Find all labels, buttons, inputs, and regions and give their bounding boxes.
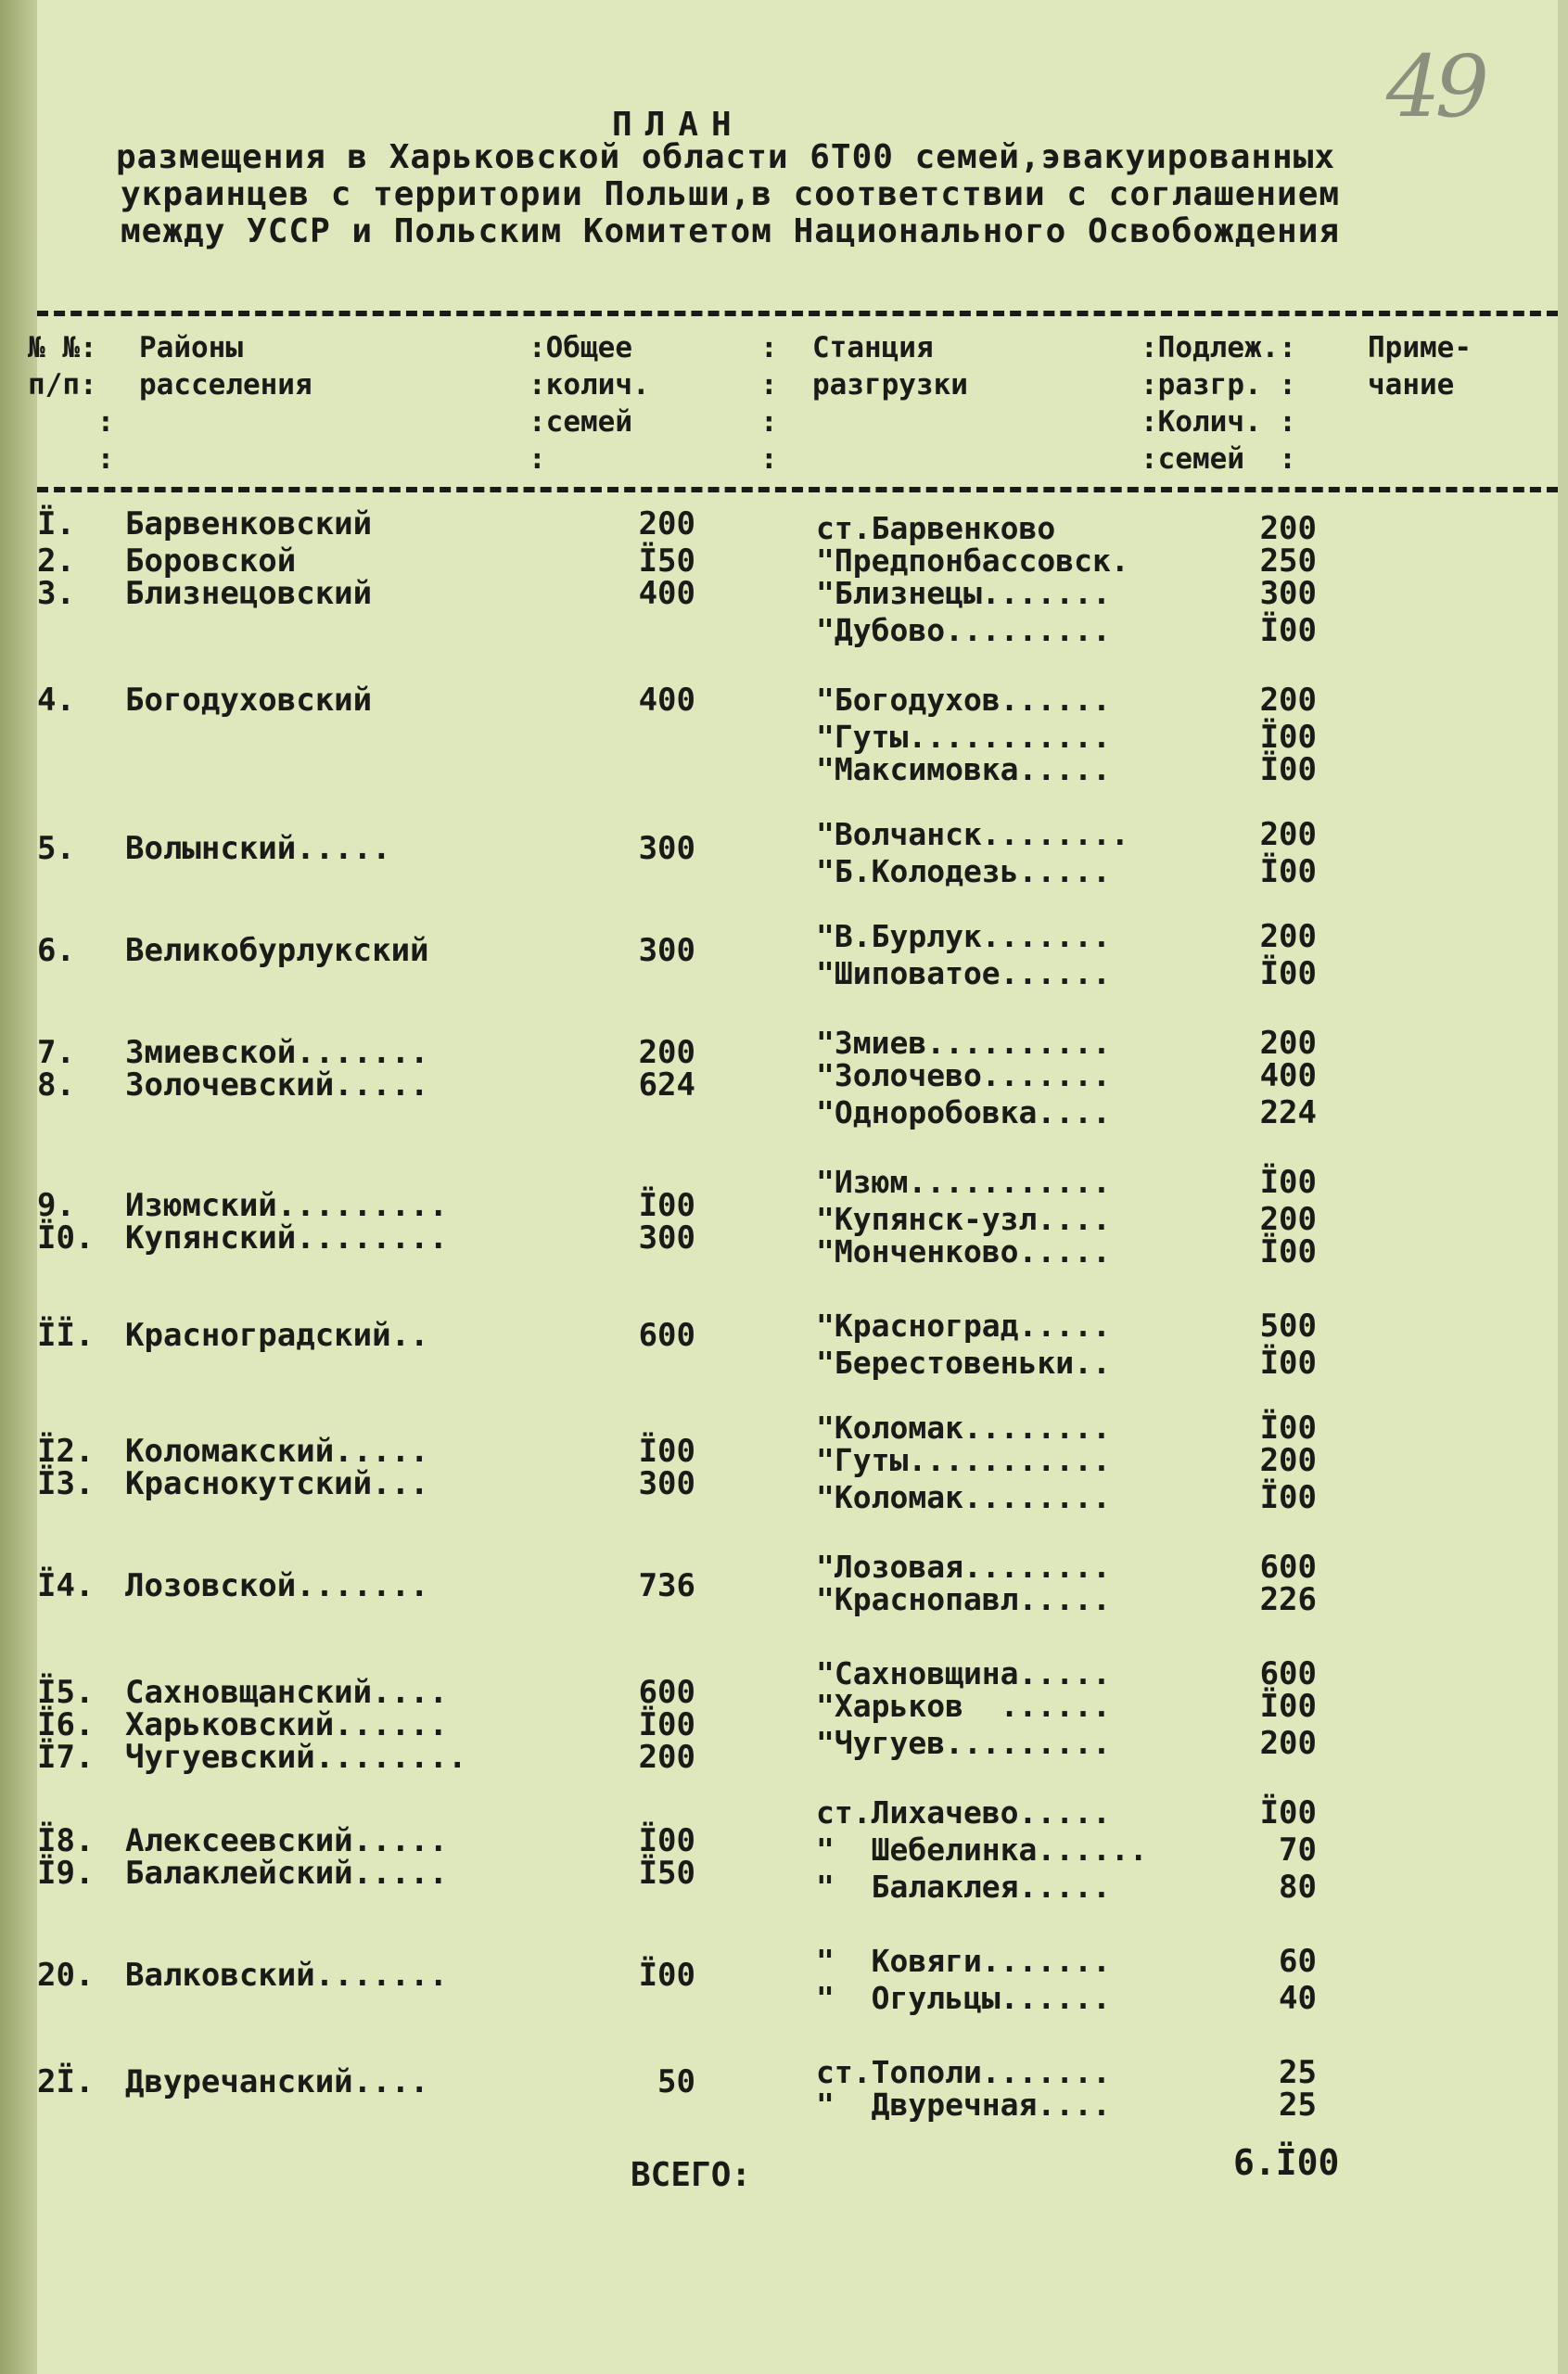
district-name: Близнецовский: [125, 575, 373, 612]
district-total: 736: [638, 1567, 695, 1604]
station-qty: 224: [1259, 1094, 1317, 1131]
total-value: 6.Ї00: [1233, 2142, 1340, 2183]
station-name: "Монченково.....: [816, 1233, 1111, 1270]
station-name: "Максимовка.....: [816, 751, 1111, 787]
district-total: 400: [638, 682, 695, 719]
station-qty: Ї00: [1259, 612, 1317, 649]
station-name: " Огульцы......: [816, 1980, 1111, 2016]
station-name: " Двуречная....: [816, 2087, 1111, 2123]
station-name: "Шиповатое......: [816, 955, 1111, 991]
row-number: 2.: [37, 542, 75, 580]
row-number: Ї2.: [37, 1433, 95, 1470]
station-qty: Ї00: [1259, 1794, 1317, 1832]
station-name: "Одноробовка....: [816, 1094, 1111, 1130]
station-qty: 60: [1279, 1943, 1317, 1980]
row-number: Ї3.: [37, 1465, 95, 1502]
station-name: "Б.Колодезь.....: [816, 853, 1111, 889]
station-name: "Красноград.....: [816, 1308, 1111, 1344]
district-total: 50: [657, 2063, 695, 2100]
column-header-district: Районы расселения: [139, 331, 312, 402]
table-header-rule: [37, 487, 1558, 492]
station-name: "Богодухов......: [816, 682, 1111, 718]
district-name: Золочевский.....: [125, 1066, 429, 1104]
district-name: Лозовской.......: [125, 1567, 429, 1604]
row-number: Ї.: [37, 505, 75, 542]
row-number: 20.: [37, 1957, 95, 1994]
district-name: Купянский........: [125, 1219, 448, 1257]
district-total: 200: [638, 505, 695, 542]
district-name: Двуречанский....: [125, 2063, 429, 2100]
district-total: 300: [638, 1219, 695, 1257]
district-total: Ї00: [638, 1706, 695, 1743]
station-name: "Гуты...........: [816, 719, 1111, 755]
station-name: ст.Барвенково: [816, 510, 1056, 546]
row-number: 2Ї.: [37, 2063, 95, 2100]
station-qty: 25: [1279, 2087, 1317, 2124]
station-qty: 400: [1259, 1057, 1317, 1094]
station-qty: Ї00: [1259, 1233, 1317, 1270]
station-name: "Чугуев.........: [816, 1725, 1111, 1761]
district-total: Ї00: [638, 1187, 695, 1224]
station-qty: 250: [1259, 542, 1317, 580]
station-qty: 500: [1259, 1308, 1317, 1345]
station-name: " Ковяги.......: [816, 1943, 1111, 1979]
district-total: Ї50: [638, 1855, 695, 1892]
row-number: 6.: [37, 932, 75, 969]
station-qty: 200: [1259, 510, 1317, 547]
district-name: Харьковский......: [125, 1706, 448, 1743]
district-total: 300: [638, 1465, 695, 1502]
station-qty: 40: [1279, 1980, 1317, 2017]
title-heading: ПЛАН: [612, 106, 745, 144]
station-name: "Золочево.......: [816, 1057, 1111, 1093]
station-qty: 200: [1259, 682, 1317, 719]
district-name: Сахновщанский....: [125, 1674, 448, 1711]
district-name: Змиевской.......: [125, 1034, 429, 1071]
column-header-station-qty: :Подлеж.: :разгр. : :Колич. : :семей :: [1141, 331, 1296, 476]
district-name: Алексеевский.....: [125, 1822, 448, 1859]
row-number: Ї7.: [37, 1739, 95, 1776]
row-number: Ї5.: [37, 1674, 95, 1711]
station-name: ст.Тополи.......: [816, 2054, 1111, 2090]
total-label: ВСЕГО:: [631, 2156, 752, 2194]
station-qty: Ї00: [1259, 853, 1317, 890]
station-name: "Сахновщина.....: [816, 1655, 1111, 1691]
station-qty: 600: [1259, 1655, 1317, 1692]
district-name: Богодуховский: [125, 682, 373, 719]
station-qty: 25: [1279, 2054, 1317, 2091]
row-number: Ї0.: [37, 1219, 95, 1257]
district-name: Барвенковский: [125, 505, 373, 542]
district-name: Чугуевский........: [125, 1739, 467, 1776]
column-header-station: : Станция : разгрузки : :: [760, 331, 968, 476]
district-total: 300: [638, 932, 695, 969]
district-total: 600: [638, 1674, 695, 1711]
station-qty: 70: [1279, 1832, 1317, 1869]
title-line: между УССР и Польским Комитетом Национального Освобождения: [121, 212, 1341, 250]
district-name: Валковский.......: [125, 1957, 448, 1994]
title-line: размещения в Харьковской области 6Т00 семей,эвакуированных: [116, 138, 1336, 176]
row-number: 8.: [37, 1066, 75, 1104]
station-name: ст.Лихачево.....: [816, 1794, 1111, 1831]
station-name: "Коломак........: [816, 1410, 1111, 1446]
station-qty: 200: [1259, 1201, 1317, 1238]
station-qty: 200: [1259, 1025, 1317, 1062]
station-qty: 300: [1259, 575, 1317, 612]
station-name: "Лозовая........: [816, 1549, 1111, 1585]
station-qty: 200: [1259, 1442, 1317, 1479]
station-qty: Ї00: [1259, 1479, 1317, 1516]
row-number: 9.: [37, 1187, 75, 1224]
row-number: Ї6.: [37, 1706, 95, 1743]
station-qty: 200: [1259, 816, 1317, 853]
district-name: Балаклейский.....: [125, 1855, 448, 1892]
district-name: Великобурлукский: [125, 932, 429, 969]
district-total: 300: [638, 830, 695, 867]
station-qty: 226: [1259, 1581, 1317, 1618]
district-total: Ї00: [638, 1957, 695, 1994]
district-total: 600: [638, 1317, 695, 1354]
station-qty: 600: [1259, 1549, 1317, 1586]
station-qty: 200: [1259, 1725, 1317, 1762]
district-total: Ї50: [638, 542, 695, 580]
station-name: "Купянск-узл....: [816, 1201, 1111, 1237]
station-name: "Предпонбассовск.: [816, 542, 1129, 579]
station-name: "В.Бурлук.......: [816, 918, 1111, 954]
station-name: " Балаклея.....: [816, 1869, 1111, 1905]
district-total: 624: [638, 1066, 695, 1104]
row-number: ЇЇ.: [37, 1317, 95, 1354]
station-qty: Ї00: [1259, 1345, 1317, 1382]
district-name: Красноградский..: [125, 1317, 429, 1354]
folio-number: 49: [1385, 37, 1484, 136]
district-total: Ї00: [638, 1822, 695, 1859]
district-name: Изюмский.........: [125, 1187, 448, 1224]
station-qty: 80: [1279, 1869, 1317, 1906]
station-name: "Дубово.........: [816, 612, 1111, 648]
row-number: 4.: [37, 682, 75, 719]
row-number: Ї4.: [37, 1567, 95, 1604]
district-name: Краснокутский...: [125, 1465, 429, 1502]
station-name: " Шебелинка......: [816, 1832, 1148, 1868]
station-qty: Ї00: [1259, 1164, 1317, 1201]
station-qty: Ї00: [1259, 719, 1317, 756]
row-number: 3.: [37, 575, 75, 612]
station-name: "Волчанск........: [816, 816, 1129, 852]
district-total: Ї00: [638, 1433, 695, 1470]
column-header-number: № №: п/п: : :: [28, 331, 115, 476]
district-total: 200: [638, 1739, 695, 1776]
district-name: Боровской: [125, 542, 297, 580]
station-qty: Ї00: [1259, 955, 1317, 992]
station-name: "Берестовеньки..: [816, 1345, 1111, 1381]
document-page: [28, 0, 1558, 2374]
station-qty: 200: [1259, 918, 1317, 955]
station-qty: Ї00: [1259, 1410, 1317, 1447]
row-number: Ї8.: [37, 1822, 95, 1859]
title-line: украинцев с территории Польши,в соответствии с соглашением: [121, 175, 1341, 213]
district-total: 200: [638, 1034, 695, 1071]
station-qty: Ї00: [1259, 1688, 1317, 1725]
station-name: "Гуты...........: [816, 1442, 1111, 1478]
row-number: 7.: [37, 1034, 75, 1071]
station-qty: Ї00: [1259, 751, 1317, 788]
column-header-total: :Общее :колич. :семей :: [529, 331, 650, 476]
district-name: Волынский.....: [125, 830, 391, 867]
district-name: Коломакский.....: [125, 1433, 429, 1470]
station-name: "Близнецы.......: [816, 575, 1111, 611]
station-name: "Краснопавл.....: [816, 1581, 1111, 1617]
district-total: 400: [638, 575, 695, 612]
station-name: "Харьков ......: [816, 1688, 1111, 1724]
station-name: "Коломак........: [816, 1479, 1111, 1515]
station-name: "Изюм...........: [816, 1164, 1111, 1200]
row-number: 5.: [37, 830, 75, 867]
row-number: Ї9.: [37, 1855, 95, 1892]
column-header-note: Приме- чание: [1368, 331, 1472, 402]
station-name: "Змиев..........: [816, 1025, 1111, 1061]
table-top-rule: [37, 311, 1558, 316]
